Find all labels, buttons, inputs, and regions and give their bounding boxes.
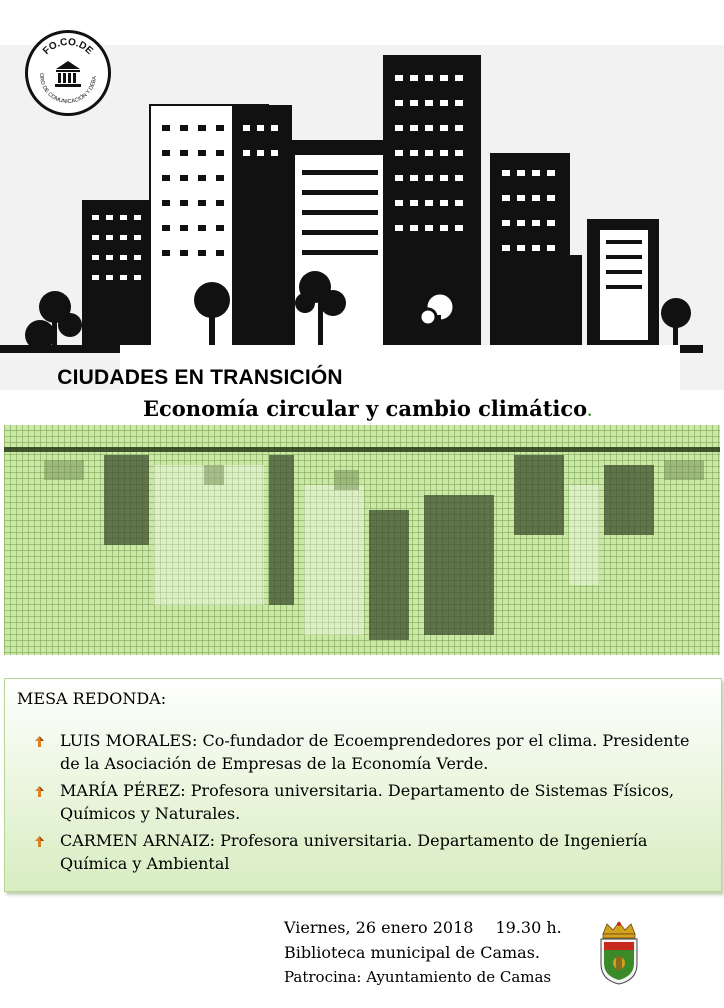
logo-ring-text: ORO DE COMUNICACIÓN Y DEBA — [37, 72, 98, 106]
coat-of-arms-icon — [597, 920, 641, 986]
event-venue: Biblioteca municipal de Camas. — [284, 943, 541, 962]
list-item — [33, 829, 713, 875]
list-item — [33, 779, 713, 825]
event-time: 19.30 h. — [495, 918, 562, 937]
participant-name: CARMEN ARNAIZ — [60, 831, 210, 850]
arrow-bullet-icon — [35, 736, 44, 747]
foco-de-logo — [25, 30, 111, 116]
participant-description: : Profesora universitaria. Departamento de Ingeniería Química y Ambiental — [60, 831, 648, 873]
panel-heading: MESA REDONDA: — [17, 689, 167, 708]
round-table-panel — [4, 678, 722, 892]
participant-name: LUIS MORALES — [60, 731, 192, 750]
arrow-bullet-icon — [35, 786, 44, 797]
event-subtitle: Economía circular y cambio climático. — [143, 396, 593, 421]
participants-list — [33, 729, 713, 879]
event-date: Viernes, 26 enero 2018 — [284, 918, 474, 937]
skyline-illustration — [0, 45, 724, 390]
svg-text:FO.CO.DE — [41, 37, 95, 57]
temple-icon — [55, 61, 81, 87]
arrow-bullet-icon — [35, 836, 44, 847]
pixel-city-reflection — [4, 425, 720, 655]
event-title: CIUDADES EN TRANSICIÓN — [57, 366, 343, 389]
participant-description: : Co-fundador de Ecoemprendedores por el clima. Presidente de la Asociación de Empresas de la Economía Verde. — [60, 731, 690, 773]
participant-description: : Profesora universitaria. Departamento de Sistemas Físicos, Químicos y Naturales. — [60, 781, 675, 823]
event-sponsor: Patrocina: Ayuntamiento de Camas — [284, 968, 552, 986]
logo-title: FO.CO.DE — [41, 36, 95, 57]
participant-name: MARÍA PÉREZ — [60, 781, 181, 800]
list-item — [33, 729, 713, 775]
event-details — [284, 915, 562, 990]
